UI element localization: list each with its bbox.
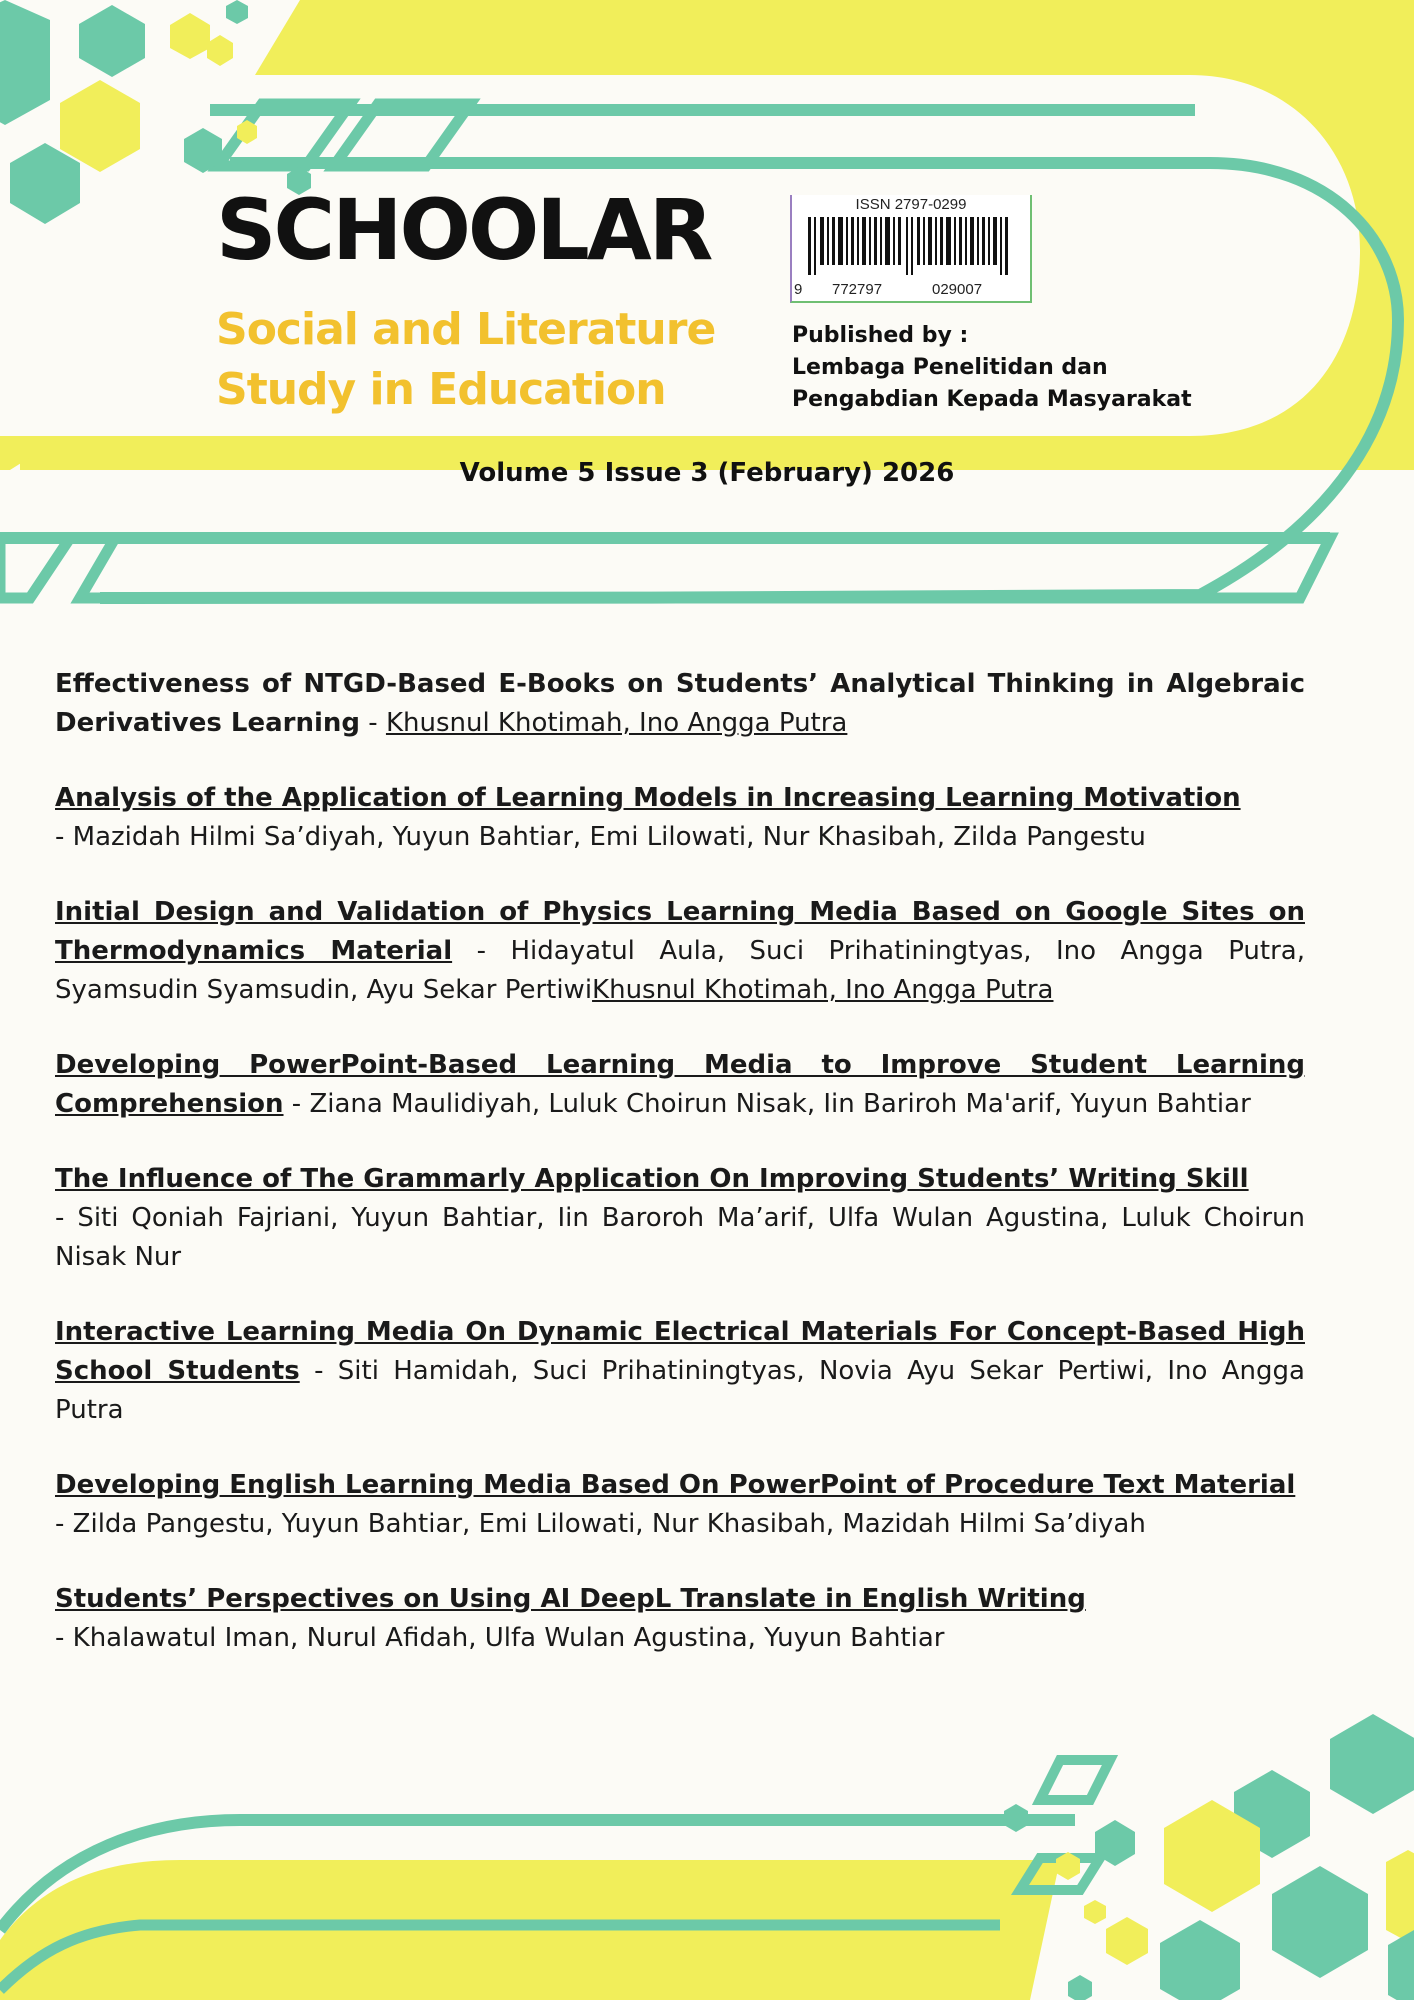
hexagon bbox=[1004, 1804, 1028, 1832]
author-separator: - bbox=[452, 936, 511, 966]
barcode-icon bbox=[798, 217, 1024, 275]
article-authors: Zilda Pangestu, Yuyun Bahtiar, Emi Lilowati, Nur Khasibah, Mazidah Hilmi Sa’diyah bbox=[72, 1509, 1146, 1539]
barcode-digit-group-1: 772797 bbox=[832, 281, 883, 298]
author-separator: - bbox=[299, 1356, 338, 1386]
barcode-digit-group-2: 029007 bbox=[932, 281, 983, 298]
hexagon bbox=[1272, 1866, 1368, 1978]
article-authors: Khalawatul Iman, Nurul Afidah, Ulfa Wulan Agustina, Yuyun Bahtiar bbox=[72, 1623, 945, 1653]
article-authors-link[interactable]: Khusnul Khotimah, Ino Angga Putra bbox=[385, 708, 848, 738]
teal-slant-2 bbox=[80, 538, 1330, 598]
hexagon bbox=[1068, 1975, 1092, 2000]
article-title: Effectiveness of NTGD-Based E-Books on Students’ Analytical Thinking in Algebraic Derivatives Learning bbox=[55, 669, 1305, 738]
article-title-link[interactable]: Students’ Perspectives on Using AI DeepL Translate in English Writing bbox=[55, 1584, 1086, 1614]
journal-title: SCHOOLAR bbox=[216, 181, 711, 279]
hexagon bbox=[0, 0, 50, 125]
publisher-line-1: Lembaga Penelitidan dan bbox=[792, 355, 1108, 380]
subtitle-line-2: Study in Education bbox=[216, 364, 666, 415]
article-authors-link[interactable]: Khusnul Khotimah, Ino Angga Putra bbox=[592, 975, 1054, 1005]
hexagon bbox=[1388, 1930, 1414, 2000]
teal-parallelogram-4 bbox=[1040, 1760, 1110, 1800]
publisher-line-2: Pengabdian Kepada Masyarakat bbox=[792, 387, 1192, 412]
hexagon bbox=[60, 80, 140, 172]
article-entry bbox=[55, 1046, 1305, 1124]
teal-slant-1 bbox=[0, 538, 70, 598]
article-title-link[interactable]: The Influence of The Grammarly Application On Improving Students’ Writing Skill bbox=[55, 1164, 1249, 1194]
article-entry bbox=[55, 1580, 1305, 1658]
author-separator: - bbox=[55, 1509, 73, 1539]
article-authors: Siti Qoniah Fajriani, Yuyun Bahtiar, Iin Baroroh Ma’arif, Ulfa Wulan Agustina, Luluk Choirun Nisak Nur bbox=[55, 1203, 1305, 1272]
journal-subtitle bbox=[216, 300, 736, 420]
issn-barcode bbox=[790, 195, 1032, 303]
published-by-label: Published by : bbox=[792, 323, 969, 348]
hexagon bbox=[79, 5, 145, 77]
article-list bbox=[55, 665, 1305, 1694]
article-entry bbox=[55, 665, 1305, 743]
hexagon bbox=[1084, 1900, 1106, 1924]
hexagon bbox=[1386, 1850, 1414, 1942]
author-separator: - bbox=[55, 1203, 78, 1233]
hexagon bbox=[226, 0, 248, 24]
author-separator: - bbox=[360, 708, 386, 738]
article-title-link[interactable]: Analysis of the Application of Learning Models in Increasing Learning Motivation bbox=[55, 783, 1241, 813]
article-title-link[interactable]: Developing English Learning Media Based On PowerPoint of Procedure Text Material bbox=[55, 1470, 1296, 1500]
barcode-digit-prefix: 9 bbox=[794, 281, 803, 298]
volume-issue: Volume 5 Issue 3 (February) 2026 bbox=[459, 458, 955, 488]
publisher-block bbox=[792, 320, 1192, 416]
article-entry bbox=[55, 779, 1305, 857]
article-authors: Siti Hamidah, Suci Prihatiningtyas, Novia Ayu Sekar Pertiwi, Ino Angga Putra bbox=[55, 1356, 1305, 1425]
author-separator: - bbox=[55, 1623, 73, 1653]
hexagon bbox=[1160, 1920, 1240, 2000]
hexagon bbox=[1106, 1917, 1148, 1965]
author-separator: - bbox=[55, 822, 73, 852]
hexagon bbox=[207, 35, 233, 66]
article-title-link[interactable]: Initial Design and Validation of Physics Learning Media Based on Google Sites on Thermodynamics Material bbox=[55, 897, 1305, 966]
author-separator: - bbox=[283, 1089, 310, 1119]
subtitle-line-1: Social and Literature bbox=[216, 304, 716, 355]
yellow-top-diagonal bbox=[255, 0, 560, 75]
article-entry bbox=[55, 893, 1305, 1010]
hexagon bbox=[10, 143, 80, 224]
hexagon bbox=[170, 13, 210, 59]
article-entry bbox=[55, 1313, 1305, 1430]
article-title-link[interactable]: Developing PowerPoint-Based Learning Media to Improve Student Learning Comprehension bbox=[55, 1050, 1305, 1119]
article-title-link[interactable]: Interactive Learning Media On Dynamic Electrical Materials For Concept-Based High School Students bbox=[55, 1317, 1305, 1386]
issn-label: ISSN 2797-0299 bbox=[855, 196, 967, 213]
article-entry bbox=[55, 1466, 1305, 1544]
article-authors: Hidayatul Aula, Suci Prihatiningtyas, Ino Angga Putra, Syamsudin Syamsudin, Ayu Sekar Pertiwi bbox=[55, 936, 1305, 1005]
article-authors: Mazidah Hilmi Sa’diyah, Yuyun Bahtiar, Emi Lilowati, Nur Khasibah, Zilda Pangestu bbox=[72, 822, 1146, 852]
article-authors: Ziana Maulidiyah, Luluk Choirun Nisak, Iin Bariroh Ma'arif, Yuyun Bahtiar bbox=[309, 1089, 1251, 1119]
article-entry bbox=[55, 1160, 1305, 1277]
hexagon bbox=[1330, 1714, 1414, 1814]
